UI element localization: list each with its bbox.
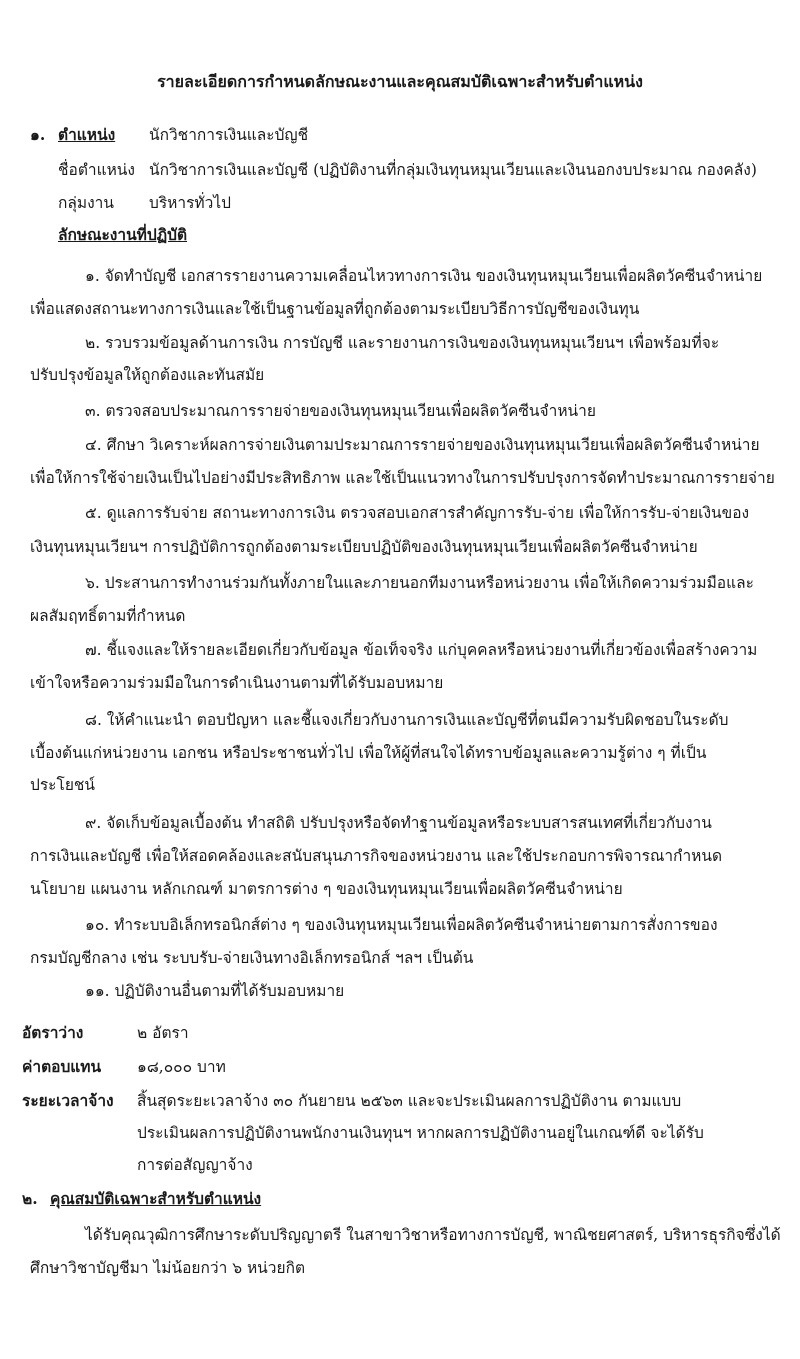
work-group-label: กลุ่มงาน xyxy=(58,194,114,212)
position-value: นักวิชาการเงินและบัญชี xyxy=(149,126,309,144)
duty-line: เพื่อแสดงสถานะทางการเงินและใช้เป็นฐานข้อมูลที่ถูกต้องตามระเบียบวิธีการบัญชีของเงินทุน xyxy=(30,300,640,318)
salary-value: ๑๘,๐๐๐ บาท xyxy=(137,1058,226,1076)
duty-line: ผลสัมฤทธิ์ตามที่กำหนด xyxy=(30,607,186,625)
qualification-line: ได้รับคุณวุฒิการศึกษาระดับปริญญาตรี ในสาขาวิชาหรือทางการบัญชี, พาณิชยศาสตร์, บริหารธุรกิจซึ่งได้ xyxy=(85,1226,781,1244)
duty-line: ปรับปรุงข้อมูลให้ถูกต้องและทันสมัย xyxy=(30,366,265,384)
section1-heading: ตำแหน่ง xyxy=(58,125,116,144)
employment-period-line: การต่อสัญญาจ้าง xyxy=(137,1156,253,1174)
duty-line: นโยบาย แผนงาน หลักเกณฑ์ มาตรการต่าง ๆ ของเงินทุนหมุนเวียนเพื่อผลิตวัคซีนจำหน่าย xyxy=(30,880,623,898)
work-group-value: บริหารทั่วไป xyxy=(149,194,231,212)
section1-number: ๑. xyxy=(30,125,46,144)
duty-line: การเงินและบัญชี เพื่อให้สอดคล้องและสนับสนุนภารกิจของหน่วยงาน และใช้ประกอบการพิจารณากำหนด xyxy=(30,847,723,865)
duty-line: ๙. จัดเก็บข้อมูลเบื้องต้น ทำสถิติ ปรับปรุงหรือจัดทำฐานข้อมูลหรือระบบสารสนเทศที่เกี่ยวกับงาน xyxy=(85,814,712,832)
duty-line: ๘. ให้คำแนะนำ ตอบปัญหา และชี้แจงเกี่ยวกับงานการเงินและบัญชีที่ตนมีความรับผิดชอบในระดับ xyxy=(85,711,729,729)
duty-line: ๕. ดูแลการรับจ่าย สถานะทางการเงิน ตรวจสอบเอกสารสำคัญการรับ-จ่าย เพื่อให้การรับ-จ่ายเงินของ xyxy=(85,504,750,522)
position-name-label: ชื่อตำแหน่ง xyxy=(58,161,135,179)
duty-line: ๔. ศึกษา วิเคราะห์ผลการจ่ายเงินตามประมาณการรายจ่ายของเงินทุนหมุนเวียนเพื่อผลิตวัคซีนจำหน่าย xyxy=(85,436,760,454)
duty-line: เข้าใจหรือความร่วมมือในการดำเนินงานตามที่ได้รับมอบหมาย xyxy=(30,674,444,692)
duty-line: ๑๑. ปฏิบัติงานอื่นตามที่ได้รับมอบหมาย xyxy=(85,982,345,1000)
employment-period-line: ประเมินผลการปฏิบัติงานพนักงานเงินทุนฯ หากผลการปฏิบัติงานอยู่ในเกณฑ์ดี จะได้รับ xyxy=(137,1124,704,1142)
section2-number: ๒. xyxy=(22,1189,38,1208)
duty-line: ๒. รวบรวมข้อมูลด้านการเงิน การบัญชี และรายงานการเงินของเงินทุนหมุนเวียนฯ เพื่อพร้อมที่จะ xyxy=(85,334,720,352)
duties-heading: ลักษณะงานที่ปฏิบัติ xyxy=(58,225,188,244)
duty-line: เพื่อให้การใช้จ่ายเงินเป็นไปอย่างมีประสิทธิภาพ และใช้เป็นแนวทางในการปรับปรุงการจัดทำประมาณการรายจ่าย xyxy=(30,469,775,487)
qualification-line: ศึกษาวิชาบัญชีมา ไม่น้อยกว่า ๖ หน่วยกิต xyxy=(30,1259,306,1277)
duty-line: ๑๐. ทำระบบอิเล็กทรอนิกส์ต่าง ๆ ของเงินทุนหมุนเวียนเพื่อผลิตวัคซีนจำหน่ายตามการสั่งการของ xyxy=(85,916,718,934)
duty-line: ๖. ประสานการทำงานร่วมกันทั้งภายในและภายนอกทีมงานหรือหน่วยงาน เพื่อให้เกิดความร่วมมือและ xyxy=(85,574,754,592)
duty-line: ๓. ตรวจสอบประมาณการรายจ่ายของเงินทุนหมุนเวียนเพื่อผลิตวัคซีนจำหน่าย xyxy=(85,402,596,420)
vacancy-value: ๒ อัตรา xyxy=(137,1024,189,1042)
document-title: รายละเอียดการกำหนดลักษณะงานและคุณสมบัติเฉพาะสำหรับตำแหน่ง xyxy=(157,72,643,91)
duty-line: ๗. ชี้แจงและให้รายละเอียดเกี่ยวกับข้อมูล ข้อเท็จจริง แก่บุคคลหรือหน่วยงานที่เกี่ยวข้องเพื่อสร้างความ xyxy=(85,641,758,659)
employment-period-line: สิ้นสุดระยะเวลาจ้าง ๓๐ กันยายน ๒๕๖๓ และจะประเมินผลการปฏิบัติงาน ตามแบบ xyxy=(137,1092,682,1110)
vacancy-label: อัตราว่าง xyxy=(22,1023,84,1042)
duty-line: ๑. จัดทำบัญชี เอกสารรายงานความเคลื่อนไหวทางการเงิน ของเงินทุนหมุนเวียนเพื่อผลิตวัคซีนจำหน่าย xyxy=(85,267,763,285)
duty-line: เงินทุนหมุนเวียนฯ การปฏิบัติการถูกต้องตามระเบียบปฏิบัติของเงินทุนหมุนเวียนเพื่อผลิตวัคซีนจำหน่าย xyxy=(30,538,698,556)
duty-line: ประโยชน์ xyxy=(30,776,96,794)
salary-label: ค่าตอบแทน xyxy=(22,1057,102,1076)
section2-heading: คุณสมบัติเฉพาะสำหรับตำแหน่ง xyxy=(50,1189,262,1208)
position-name-value: นักวิชาการเงินและบัญชี (ปฏิบัติงานที่กลุ่มเงินทุนหมุนเวียนและเงินนอกงบประมาณ กองคลัง) xyxy=(149,161,757,179)
employment-period-label: ระยะเวลาจ้าง xyxy=(22,1091,114,1110)
duty-line: กรมบัญชีกลาง เช่น ระบบรับ-จ่ายเงินทางอิเล็กทรอนิกส์ ฯลฯ เป็นต้น xyxy=(30,949,474,967)
duty-line: เบื้องต้นแก่หน่วยงาน เอกชน หรือประชาชนทั่วไป เพื่อให้ผู้ที่สนใจได้ทราบข้อมูลและความรู้ต่าง ๆ ที่เป็น xyxy=(30,744,707,762)
